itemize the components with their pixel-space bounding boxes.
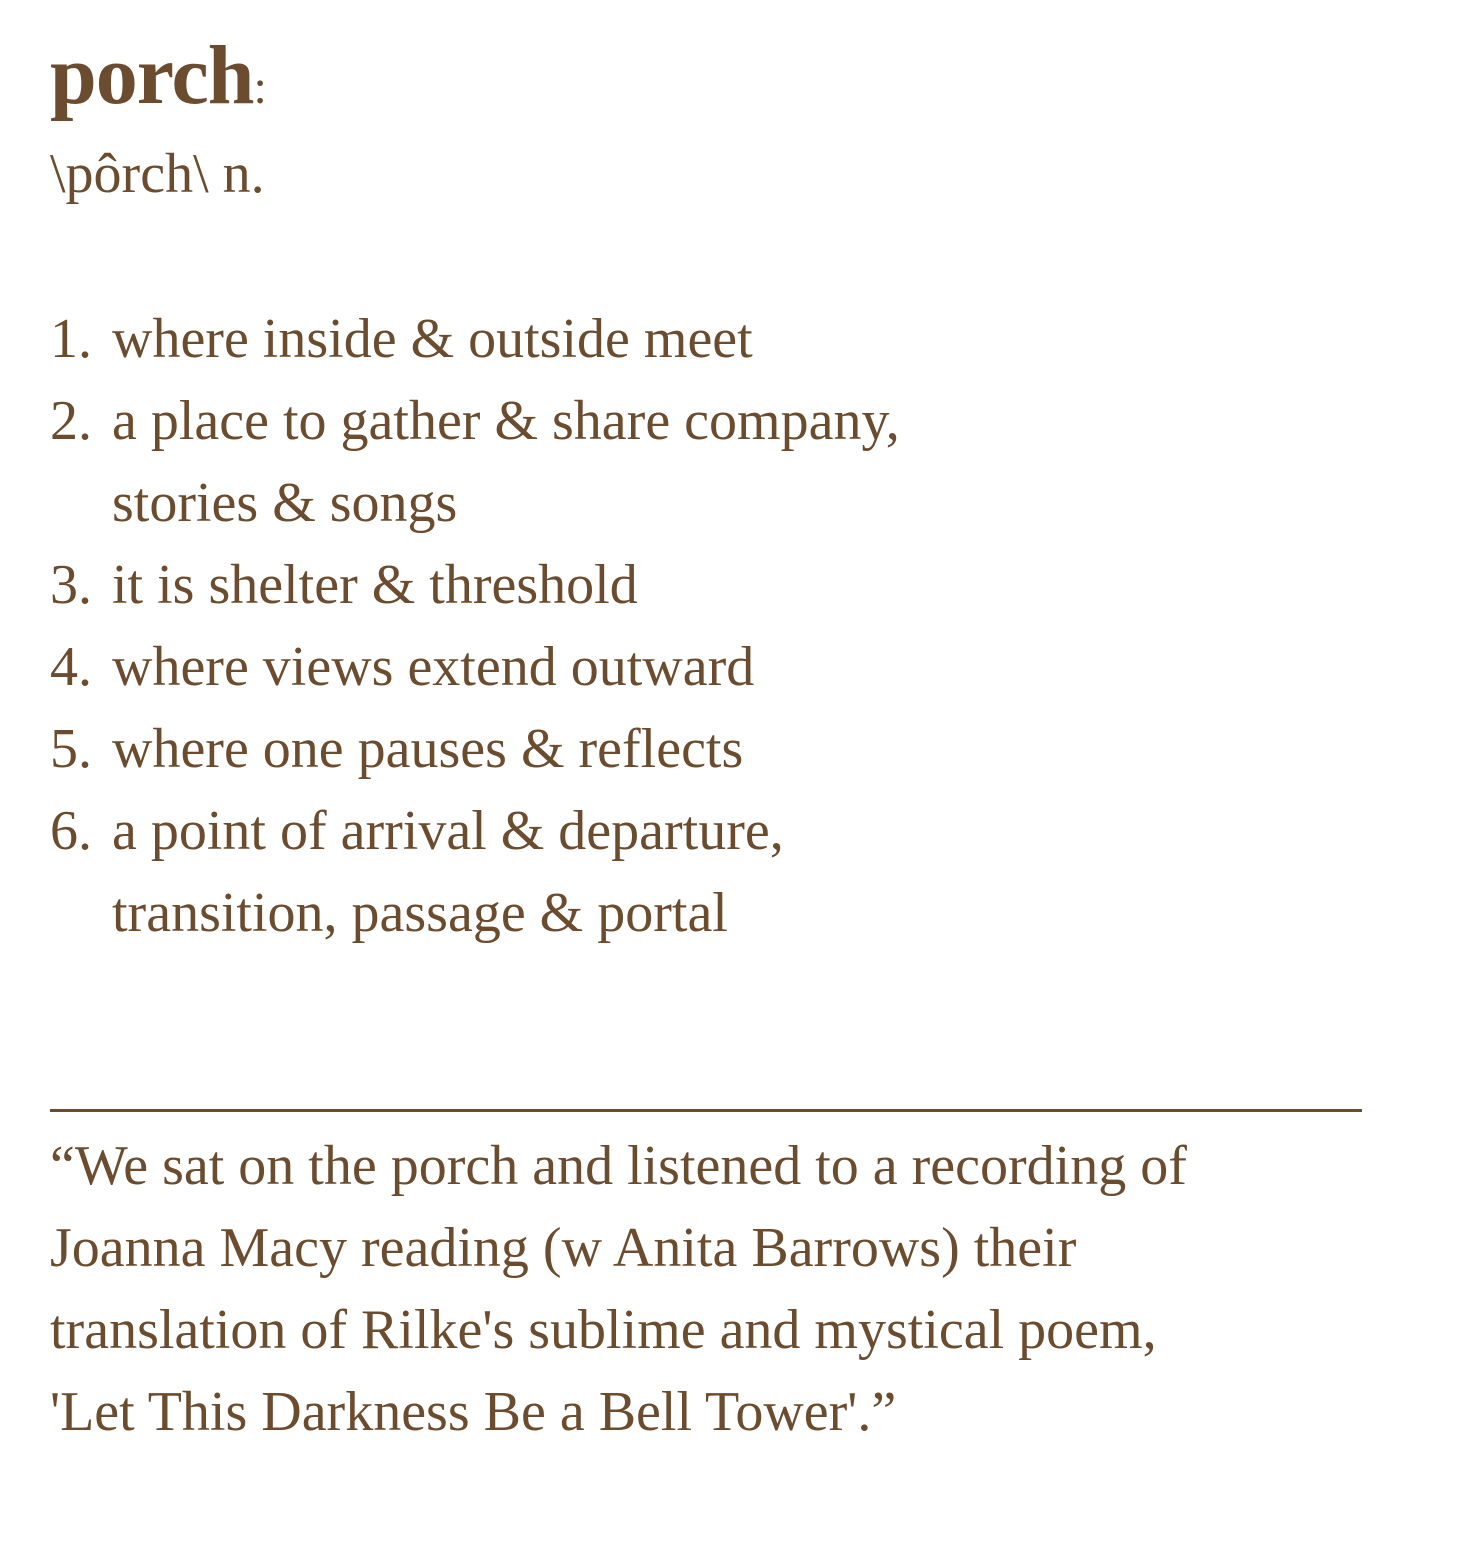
quote-block bbox=[50, 1125, 1187, 1453]
definition-line: where views extend outward bbox=[112, 636, 755, 698]
definition-item bbox=[50, 380, 900, 544]
definition-text bbox=[112, 626, 754, 708]
definition-item bbox=[50, 626, 900, 708]
definition-text bbox=[112, 544, 638, 626]
definition-line: a point of arrival & departure, bbox=[112, 800, 784, 862]
definition-number: 3. bbox=[50, 554, 92, 616]
quote-line: “We sat on the porch and listened to a recording of bbox=[50, 1135, 1187, 1197]
definition-list bbox=[50, 298, 900, 954]
headword: porch bbox=[50, 29, 254, 122]
definition-line: where one pauses & reflects bbox=[112, 718, 744, 780]
definition-text bbox=[112, 708, 743, 790]
pronunciation: \pôrch\ n. bbox=[50, 143, 265, 205]
definition-line: where inside & outside meet bbox=[112, 308, 753, 370]
definition-item bbox=[50, 298, 900, 380]
quote-line: 'Let This Darkness Be a Bell Tower'.” bbox=[50, 1381, 897, 1443]
definition-number: 5. bbox=[50, 718, 92, 780]
divider-rule bbox=[50, 1109, 1362, 1112]
definition-line: it is shelter & threshold bbox=[112, 554, 638, 616]
headword-colon: : bbox=[253, 61, 267, 114]
definition-text bbox=[112, 380, 900, 544]
definition-item bbox=[50, 790, 900, 954]
headword-line bbox=[50, 28, 267, 136]
definition-number: 2. bbox=[50, 390, 92, 452]
definition-line: transition, passage & portal bbox=[112, 882, 728, 944]
definition-item bbox=[50, 708, 900, 790]
quote-line: translation of Rilke's sublime and mystical poem, bbox=[50, 1299, 1157, 1361]
definition-line: a place to gather & share company, bbox=[112, 390, 900, 452]
definition-number: 4. bbox=[50, 636, 92, 698]
definition-number: 6. bbox=[50, 800, 92, 862]
definition-text bbox=[112, 790, 784, 954]
definition-number: 1. bbox=[50, 308, 92, 370]
definition-line: stories & songs bbox=[112, 472, 458, 534]
definition-item bbox=[50, 544, 900, 626]
quote-line: Joanna Macy reading (w Anita Barrows) their bbox=[50, 1217, 1077, 1279]
definition-text bbox=[112, 298, 753, 380]
